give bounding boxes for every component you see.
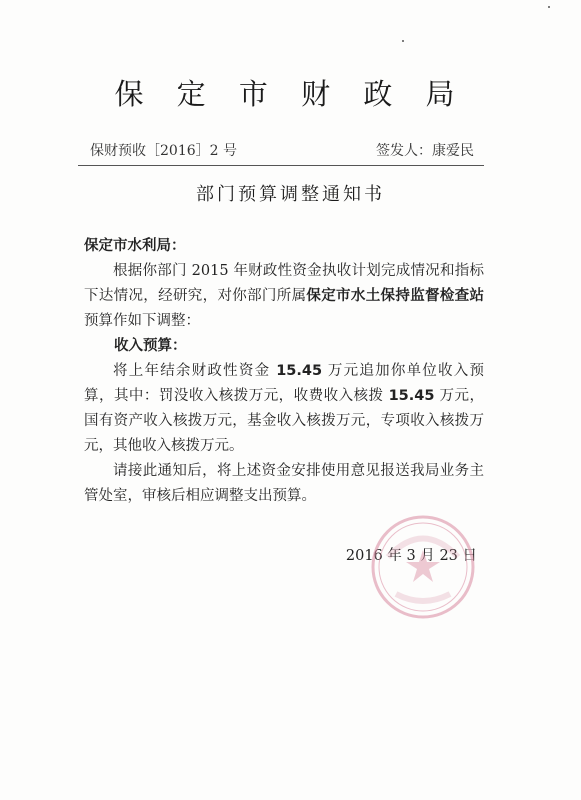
paragraph-3: 请接此通知后，将上述资金安排使用意见报送我局业务主管处室，审核后相应调整支出预算。	[84, 463, 484, 504]
amount-carryover: 15.45	[276, 363, 323, 379]
paragraph-1-text: 根据你部门 2015 年财政性资金执收计划完成情况和指标下达情况，经研究，对你部门所属	[84, 263, 484, 304]
official-seal-stamp	[368, 512, 478, 622]
paragraph-1	[84, 259, 484, 334]
paragraph-2-tail: 万元，国有资产收入核拨万元，基金收入核拨万元，专项收入核拨万元，其他收入核拨万元。	[84, 388, 485, 454]
issuer-title: 保 定 市 财 政 局	[114, 77, 467, 111]
issue-date: 2016 年 3 月 23 日	[345, 548, 477, 564]
paragraph-2-middle: 万元追加你单位收入预算，其中：罚没收入核拨万元，收费收入核拨	[84, 363, 485, 404]
notice-title: 部门预算调整通知书	[196, 184, 385, 205]
header-divider	[78, 165, 484, 166]
paragraph-2	[84, 359, 484, 459]
paragraph-2-text: 将上年结余财政性资金	[113, 363, 277, 379]
scan-speck	[402, 40, 404, 42]
amount-fee-income: 15.45	[388, 388, 435, 404]
document-meta	[90, 140, 474, 162]
paragraph-1-tail: 预算作如下调整：	[84, 313, 200, 329]
document-number: 保财预收［2016］2 号	[90, 143, 237, 159]
signer-name: 签发人：康爱民	[376, 143, 474, 159]
section-heading-income: 收入预算：	[114, 338, 187, 354]
unit-name: 保定市水土保持监督检查站	[306, 288, 485, 304]
scan-speck	[548, 6, 550, 8]
addressee: 保定市水利局：	[84, 238, 186, 254]
